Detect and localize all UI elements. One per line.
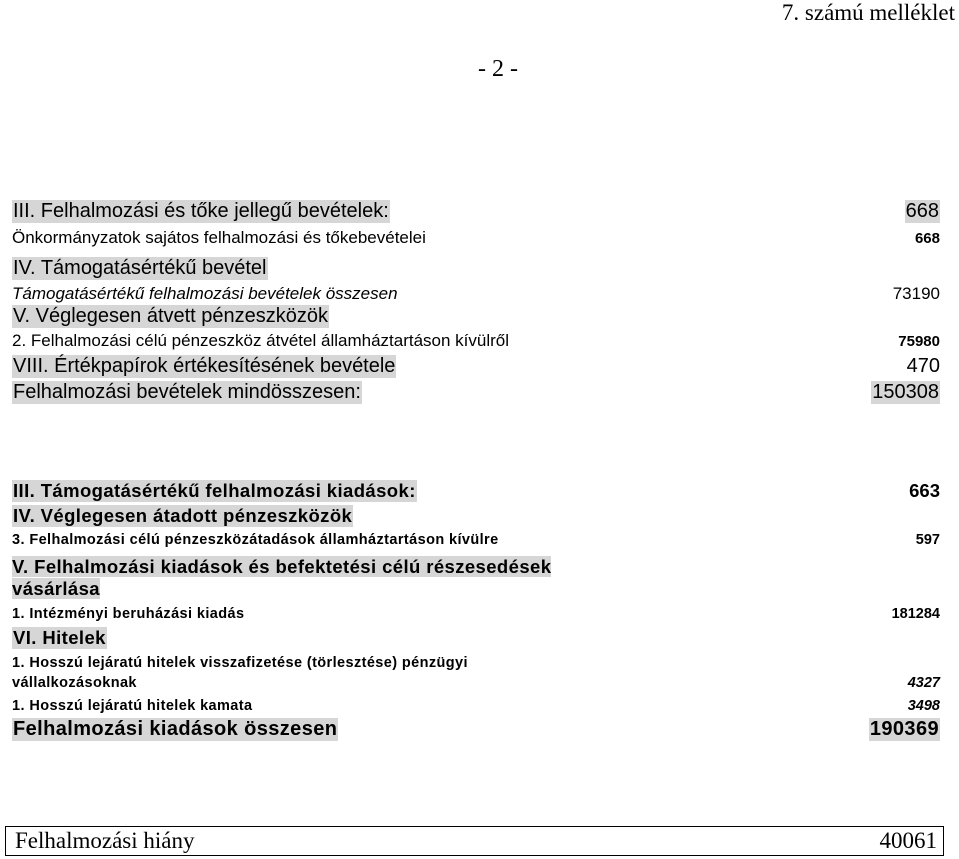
row-value: 668 [905, 200, 939, 222]
expense-row-sub [12, 698, 940, 714]
row-value: 4327 [907, 675, 940, 691]
revenue-row-sub [12, 284, 940, 304]
row-label: 3. Felhalmozási célú pénzeszközátadások államháztartáson kívülre [12, 532, 499, 548]
row-label-line2: vállalkozásoknak [12, 675, 137, 691]
summary-value: 40061 [879, 828, 937, 853]
row-value: 470 [906, 355, 940, 377]
expense-row-iii [12, 480, 940, 502]
expense-row-vi [12, 627, 940, 649]
expense-row-sub-multiline [12, 653, 940, 693]
revenue-row-sub [12, 228, 940, 248]
expense-row-sub [12, 606, 940, 622]
expense-total-row [12, 718, 940, 741]
row-value: 663 [909, 480, 940, 501]
revenue-row-v [12, 305, 940, 328]
row-label: III. Felhalmozási és tőke jellegű bevételek: [13, 200, 389, 222]
row-label: 2. Felhalmozási célú pénzeszköz átvétel államháztartáson kívülről [12, 331, 510, 350]
row-label: 1. Hosszú lejáratú hitelek kamata [12, 698, 253, 714]
revenue-row-viii [12, 355, 940, 378]
row-label: IV. Véglegesen átadott pénzeszközök [13, 505, 353, 526]
row-label: III. Támogatásértékű felhalmozási kiadások: [13, 480, 416, 501]
deficit-summary-box [5, 826, 944, 856]
expense-row-v [12, 556, 940, 600]
revenue-total-row [12, 381, 940, 404]
row-value: 73190 [892, 284, 940, 303]
row-label: IV. Támogatásértékű bevétel [13, 257, 267, 279]
summary-label: Felhalmozási hiány [15, 828, 195, 853]
row-label: Önkormányzatok sajátos felhalmozási és tőkebevételei [12, 228, 426, 247]
annex-label: 7. számú melléklet [781, 0, 955, 25]
row-value: 75980 [898, 333, 940, 350]
row-label: VIII. Értékpapírok értékesítésének bevétele [13, 355, 396, 377]
row-value: 190369 [869, 718, 939, 740]
expense-row-sub [12, 532, 940, 548]
row-label-line2: vásárlása [12, 578, 100, 599]
row-value: 181284 [891, 606, 940, 622]
row-label: 1. Intézményi beruházási kiadás [12, 606, 245, 622]
row-value: 597 [915, 532, 940, 548]
row-label: V. Véglegesen átvett pénzeszközök [13, 305, 329, 327]
row-label-line1: V. Felhalmozási kiadások és befektetési célú részesedések [12, 556, 552, 577]
revenue-row-iii [12, 200, 940, 223]
row-label: Felhalmozási bevételek mindösszesen: [13, 381, 361, 403]
page-number: - 2 - [478, 56, 518, 82]
row-label-line1: 1. Hosszú lejáratú hitelek visszafizetése (törlesztése) pénzügyi [12, 655, 468, 671]
revenue-row-sub [12, 331, 940, 351]
row-value: 668 [914, 230, 940, 247]
expense-row-iv [12, 505, 940, 527]
revenue-row-iv [12, 257, 940, 280]
row-value: 3498 [907, 698, 940, 714]
row-label: VI. Hitelek [13, 627, 106, 648]
row-label: Felhalmozási kiadások összesen [13, 718, 338, 740]
row-label: Támogatásértékű felhalmozási bevételek összesen [12, 284, 398, 303]
row-value: 150308 [872, 381, 939, 403]
